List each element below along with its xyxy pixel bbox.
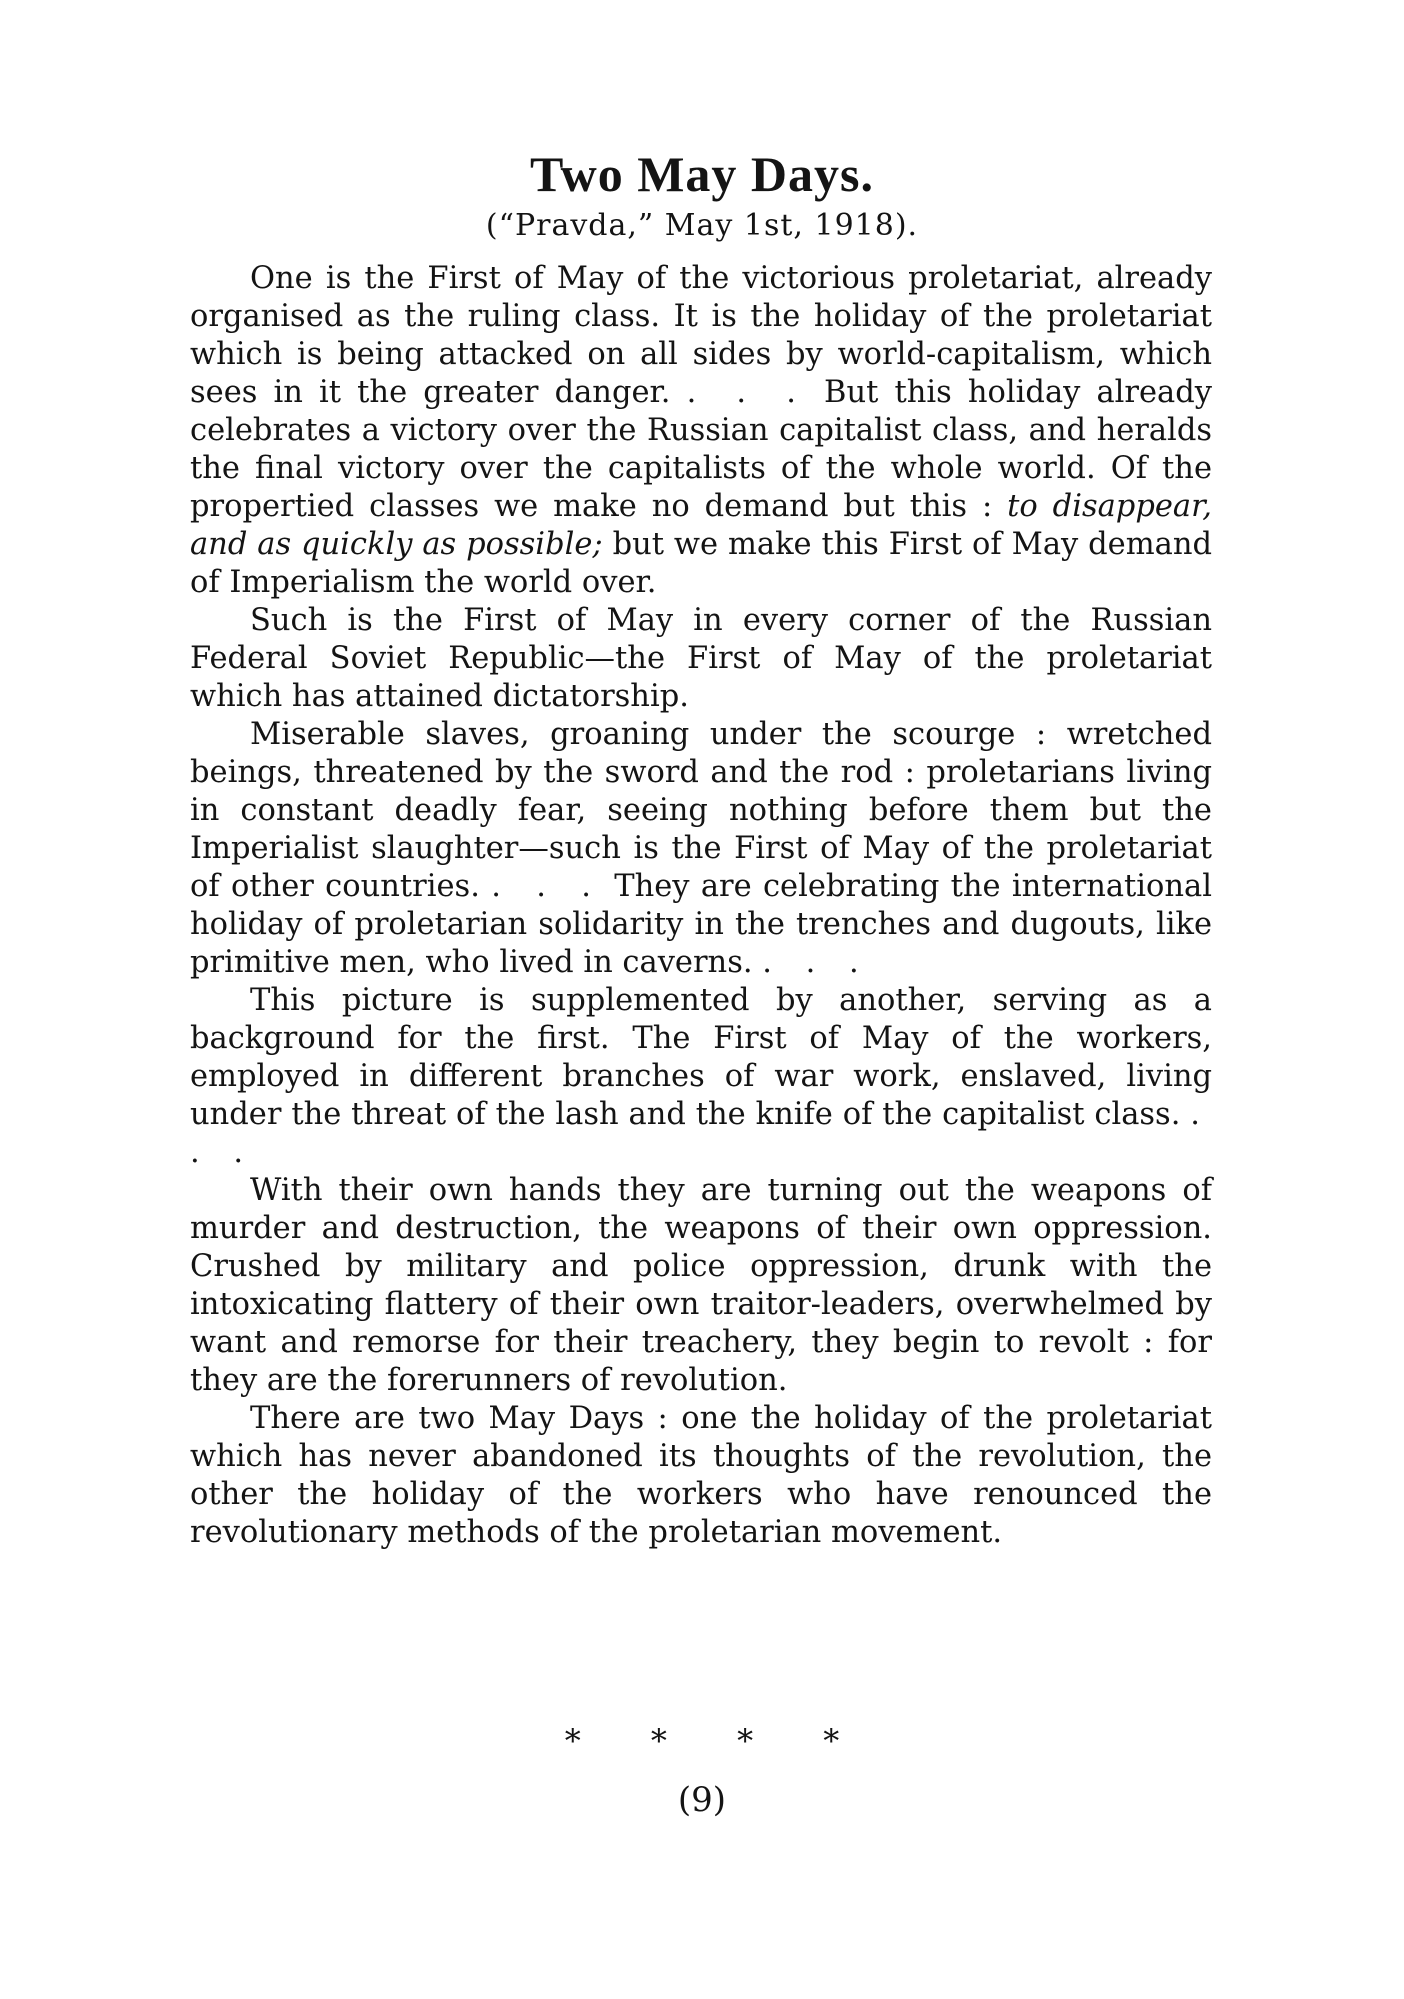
page-subtitle: (“Pravda,” May 1st, 1918). xyxy=(485,208,919,243)
paragraph-text: But this holiday already celebrates a victory over the Russian capitalist class, and heralds the final victory over the capitalists of the whole world. Of the propertied classes we make no demand but this : xyxy=(190,375,1212,524)
paragraph xyxy=(190,716,1212,982)
paragraph xyxy=(190,260,1212,602)
emphasis-text: to disappear, and as quickly as possible; xyxy=(190,489,1212,562)
paragraph xyxy=(190,602,1212,716)
paragraph xyxy=(190,1172,1212,1400)
paragraph-text: With their own hands they are turning out the weapons of murder and destruction, the weapons of their own oppression. Crushed by military and police oppression, drunk with the intoxicating flattery of their own traitor-leaders, overwhelmed by want and remorse for their treachery, they begin to revolt : for they are the forerunners of revolution. xyxy=(190,1173,1212,1398)
ellipsis: . . . xyxy=(762,945,871,980)
paragraph-text: They are celebrating the international holiday of proletarian solidarity in the trenches and dugouts, like primitive men, who lived in caverns. xyxy=(190,869,1212,980)
paragraph-text: There are two May Days : one the holiday of the proletariat which has never abandoned its thoughts of the revolution, the other the holiday of the workers who have renounced the revolutionary methods of the proletarian movement. xyxy=(190,1401,1212,1550)
ellipsis: . . . xyxy=(491,869,603,904)
page-number: (9) xyxy=(677,1780,727,1820)
paragraph-text: One is the First of May of the victorious proletariat, already organised as the ruling class. It is the holiday of the proletariat which is being attacked on all sides by world-capitalism, which sees in it the greater danger. xyxy=(190,261,1212,410)
paragraph-text: but we make this First of May demand of Imperialism the world over. xyxy=(190,527,1212,600)
paragraph-text: This picture is supplemented by another, serving as a background for the first. The First of May of the workers, employed in different branches of war work, enslaved, living under the threat of the lash and the knife of the capitalist class. xyxy=(190,983,1212,1132)
paragraph xyxy=(190,1400,1212,1552)
paragraph xyxy=(190,982,1212,1172)
section-separator: * * * * xyxy=(564,1722,870,1760)
paragraph-text: Such is the First of May in every corner of the Russian Federal Soviet Republic—the First of May of the proletariat which has attained dictatorship. xyxy=(190,603,1212,714)
ellipsis: . . . xyxy=(190,1097,1212,1170)
paragraph-text: Miserable slaves, groaning under the scourge : wretched beings, threatened by the sword and the rod : proletarians living in constant deadly fear, seeing nothing before them but the Imperialist slaughter—such is the First of May of the proletariat of other countries. xyxy=(190,717,1212,904)
page-title: Two May Days. xyxy=(529,146,874,202)
ellipsis: . . . xyxy=(686,375,808,410)
article-body xyxy=(190,260,1212,1552)
